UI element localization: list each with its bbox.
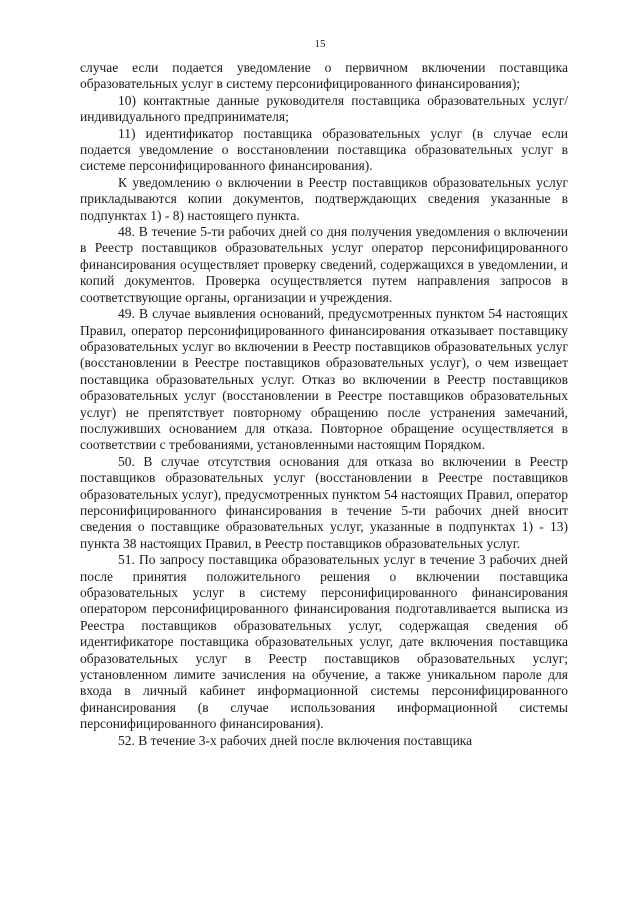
paragraph-clause-51: 51. По запросу поставщика образовательных услуг в течение 3 рабочих дней после принятия положительного решения о включении поставщика образовательных услуг в систему персонифицированного финансирования оператором персонифицированного финансирования подготавливается выписка из Реестра поставщиков образовательных услуг, содержащая сведения об идентификаторе поставщика образовательных услуг, дате включения поставщика образовательных услуг в Реестр поставщиков образовательных услуг; установленном лимите зачисления на обучение, а также уникальном пароле для входа в личный кабинет информационной системы персонифицированного финансирования (в случае использования информационной системы персонифицированного финансирования). <box>80 552 568 732</box>
paragraph-item-10: 10) контактные данные руководителя поставщика образовательных услуг/ индивидуального предпринимателя; <box>80 92 568 125</box>
paragraph-item-11: 11) идентификатор поставщика образовательных услуг (в случае если подается уведомление о восстановлении поставщика образовательных услуг в системе персонифицированного финансирования). <box>80 125 568 174</box>
paragraph-clause-48: 48. В течение 5-ти рабочих дней со дня получения уведомления о включении в Реестр поставщиков образовательных услуг оператор персонифицированного финансирования осуществляет проверку сведений, содержащихся в уведомлении, и копий документов. Проверка осуществляется путем направления запросов в соответствующие органы, организации и учреждения. <box>80 224 568 305</box>
page-number: 15 <box>314 38 326 50</box>
paragraph-clause-50: 50. В случае отсутствия основания для отказа во включении в Реестр поставщиков образовательных услуг (восстановлении в Реестре поставщиков образовательных услуг), предусмотренных пунктом 54 настоящих Правил, оператор персонифицированного финансирования в течение 5-ти рабочих дней вносит сведения о поставщике образовательных услуг, указанные в подпунктах 1) - 13) пункта 38 настоящих Правил, в Реестр поставщиков образовательных услуг. <box>80 453 568 551</box>
paragraph-clause-49: 49. В случае выявления оснований, предусмотренных пунктом 54 настоящих Правил, оператор персонифицированного финансирования отказывает поставщику образовательных услуг во включении в Реестр поставщиков образовательных услуг (восстановлении в Реестре поставщиков образовательных услуг), о чем извещает поставщика образовательных услуг. Отказ во включении в Реестр поставщиков образовательных услуг (восстановлении в Реестре поставщиков образовательных услуг) не препятствует повторному обращению после устранения замечаний, послуживших основанием для отказа. Повторное обращение осуществляется в соответствии с требованиями, установленными настоящим Порядком. <box>80 306 568 453</box>
paragraph-clause-52: 52. В течение 3-х рабочих дней после включения поставщика <box>118 732 473 748</box>
paragraph-attachments: К уведомлению о включении в Реестр поставщиков образовательных услуг прикладываются копии документов, подтверждающих сведения указанные в подпунктах 1) - 8) настоящего пункта. <box>80 174 568 223</box>
page-body <box>80 60 568 749</box>
paragraph-p-cont-9: случае если подается уведомление о первичном включении поставщика образовательных услуг в систему персонифицированного финансирования); <box>80 60 568 92</box>
